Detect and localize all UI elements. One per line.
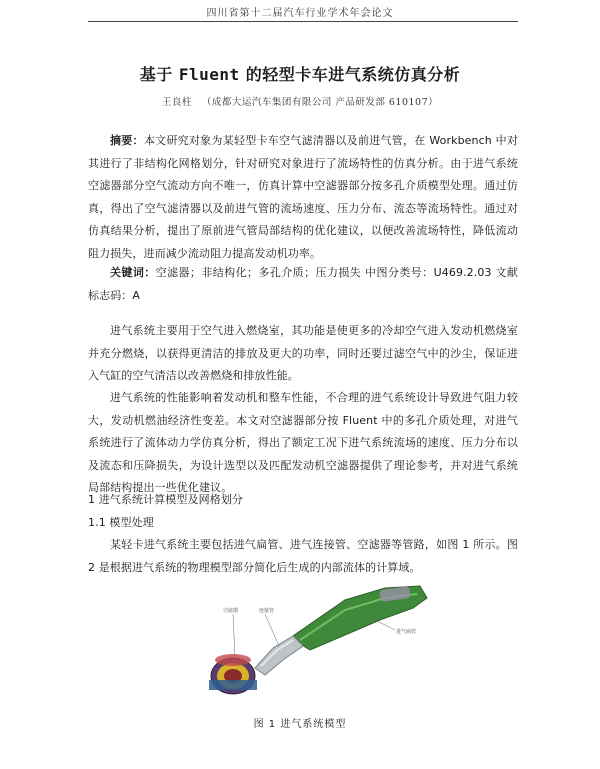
keywords [88, 262, 518, 307]
body-paragraph-3: 某轻卡进气系统主要包括进气扁管、进气连接管、空滤器等管路，如图 1 所示。图 2 是根据进气系统的物理模型部分简化后生成的内部流体的计算域。 [88, 538, 518, 574]
figure-1-intake-model [195, 580, 435, 700]
section-heading-1: 1 进气系统计算模型及网格划分 [88, 493, 243, 506]
abstract-text: 本文研究对象为某轻型卡车空气滤清器以及前进气管，在 Workbench 中对其进行了非结构化网格划分，针对研究对象进行了流场特性的仿真分析。由于进气系统空滤器部分空气流动方向不唯一，仿真计算中空滤器部分按多孔介质模型处理。通过仿真，得出了空气滤清器以及前进气管的流场速度、压力分布、流态等流场特性。通过对仿真结果分析，提出了原前进气管局部结构的优化建议，以便改善流场特性，降低流动阻力损失，进而减少流动阻力提高发动机功率。 [88, 134, 518, 260]
intake-system-illustration [195, 580, 435, 700]
running-header: 四川省第十二届汽车行业学术年会论文 [206, 8, 394, 19]
author-name: 王良柱 [161, 97, 192, 108]
section-heading-1-1: 1.1 模型处理 [88, 516, 154, 529]
title-latin: Fluent [178, 65, 240, 84]
label-filter: 空滤器 [223, 608, 239, 614]
keywords-text: 空滤器；非结构化；多孔介质；压力损失 中图分类号：U469.2.03 文献标志码：A [88, 266, 518, 302]
author-line [0, 94, 600, 108]
header-rule [88, 21, 518, 22]
body-paragraph-1: 进气系统主要用于空气进入燃烧室，其功能是使更多的冷却空气进入发动机燃烧室并充分燃烧，以获得更清洁的排放及更大的功率，同时还要过滤空气中的沙尘，保证进入气缸的空气清洁以改善燃烧和排放性能。 [88, 324, 518, 383]
author-affiliation: （成都大运汽车集团有限公司 产品研发部 610107） [201, 97, 439, 108]
label-flat-pipe: 进气扁管 [396, 629, 417, 635]
paper-title [0, 62, 600, 85]
title-prefix: 基于 [139, 65, 173, 84]
abstract [88, 130, 518, 266]
keywords-label: 关键词： [110, 266, 156, 279]
figure-1-caption: 图 1 进气系统模型 [253, 719, 347, 730]
label-connector: 连接管 [259, 608, 275, 614]
title-suffix: 的轻型卡车进气系统仿真分析 [245, 65, 461, 84]
abstract-label: 摘要： [110, 134, 144, 147]
body-paragraph-2: 进气系统的性能影响着发动机和整车性能，不合理的进气系统设计导致进气阻力较大，发动机燃油经济性变差。本文对空滤器部分按 Fluent 中的多孔介质处理，对进气系统进行了流体动力学仿真分析，得出了额定工况下进气系统流场的速度、压力分布以及流态和压降损失，为设计选型以及匹配发动机空滤器提供了理论参考，并对进气系统局部结构提出一些优化建议。 [88, 391, 518, 495]
